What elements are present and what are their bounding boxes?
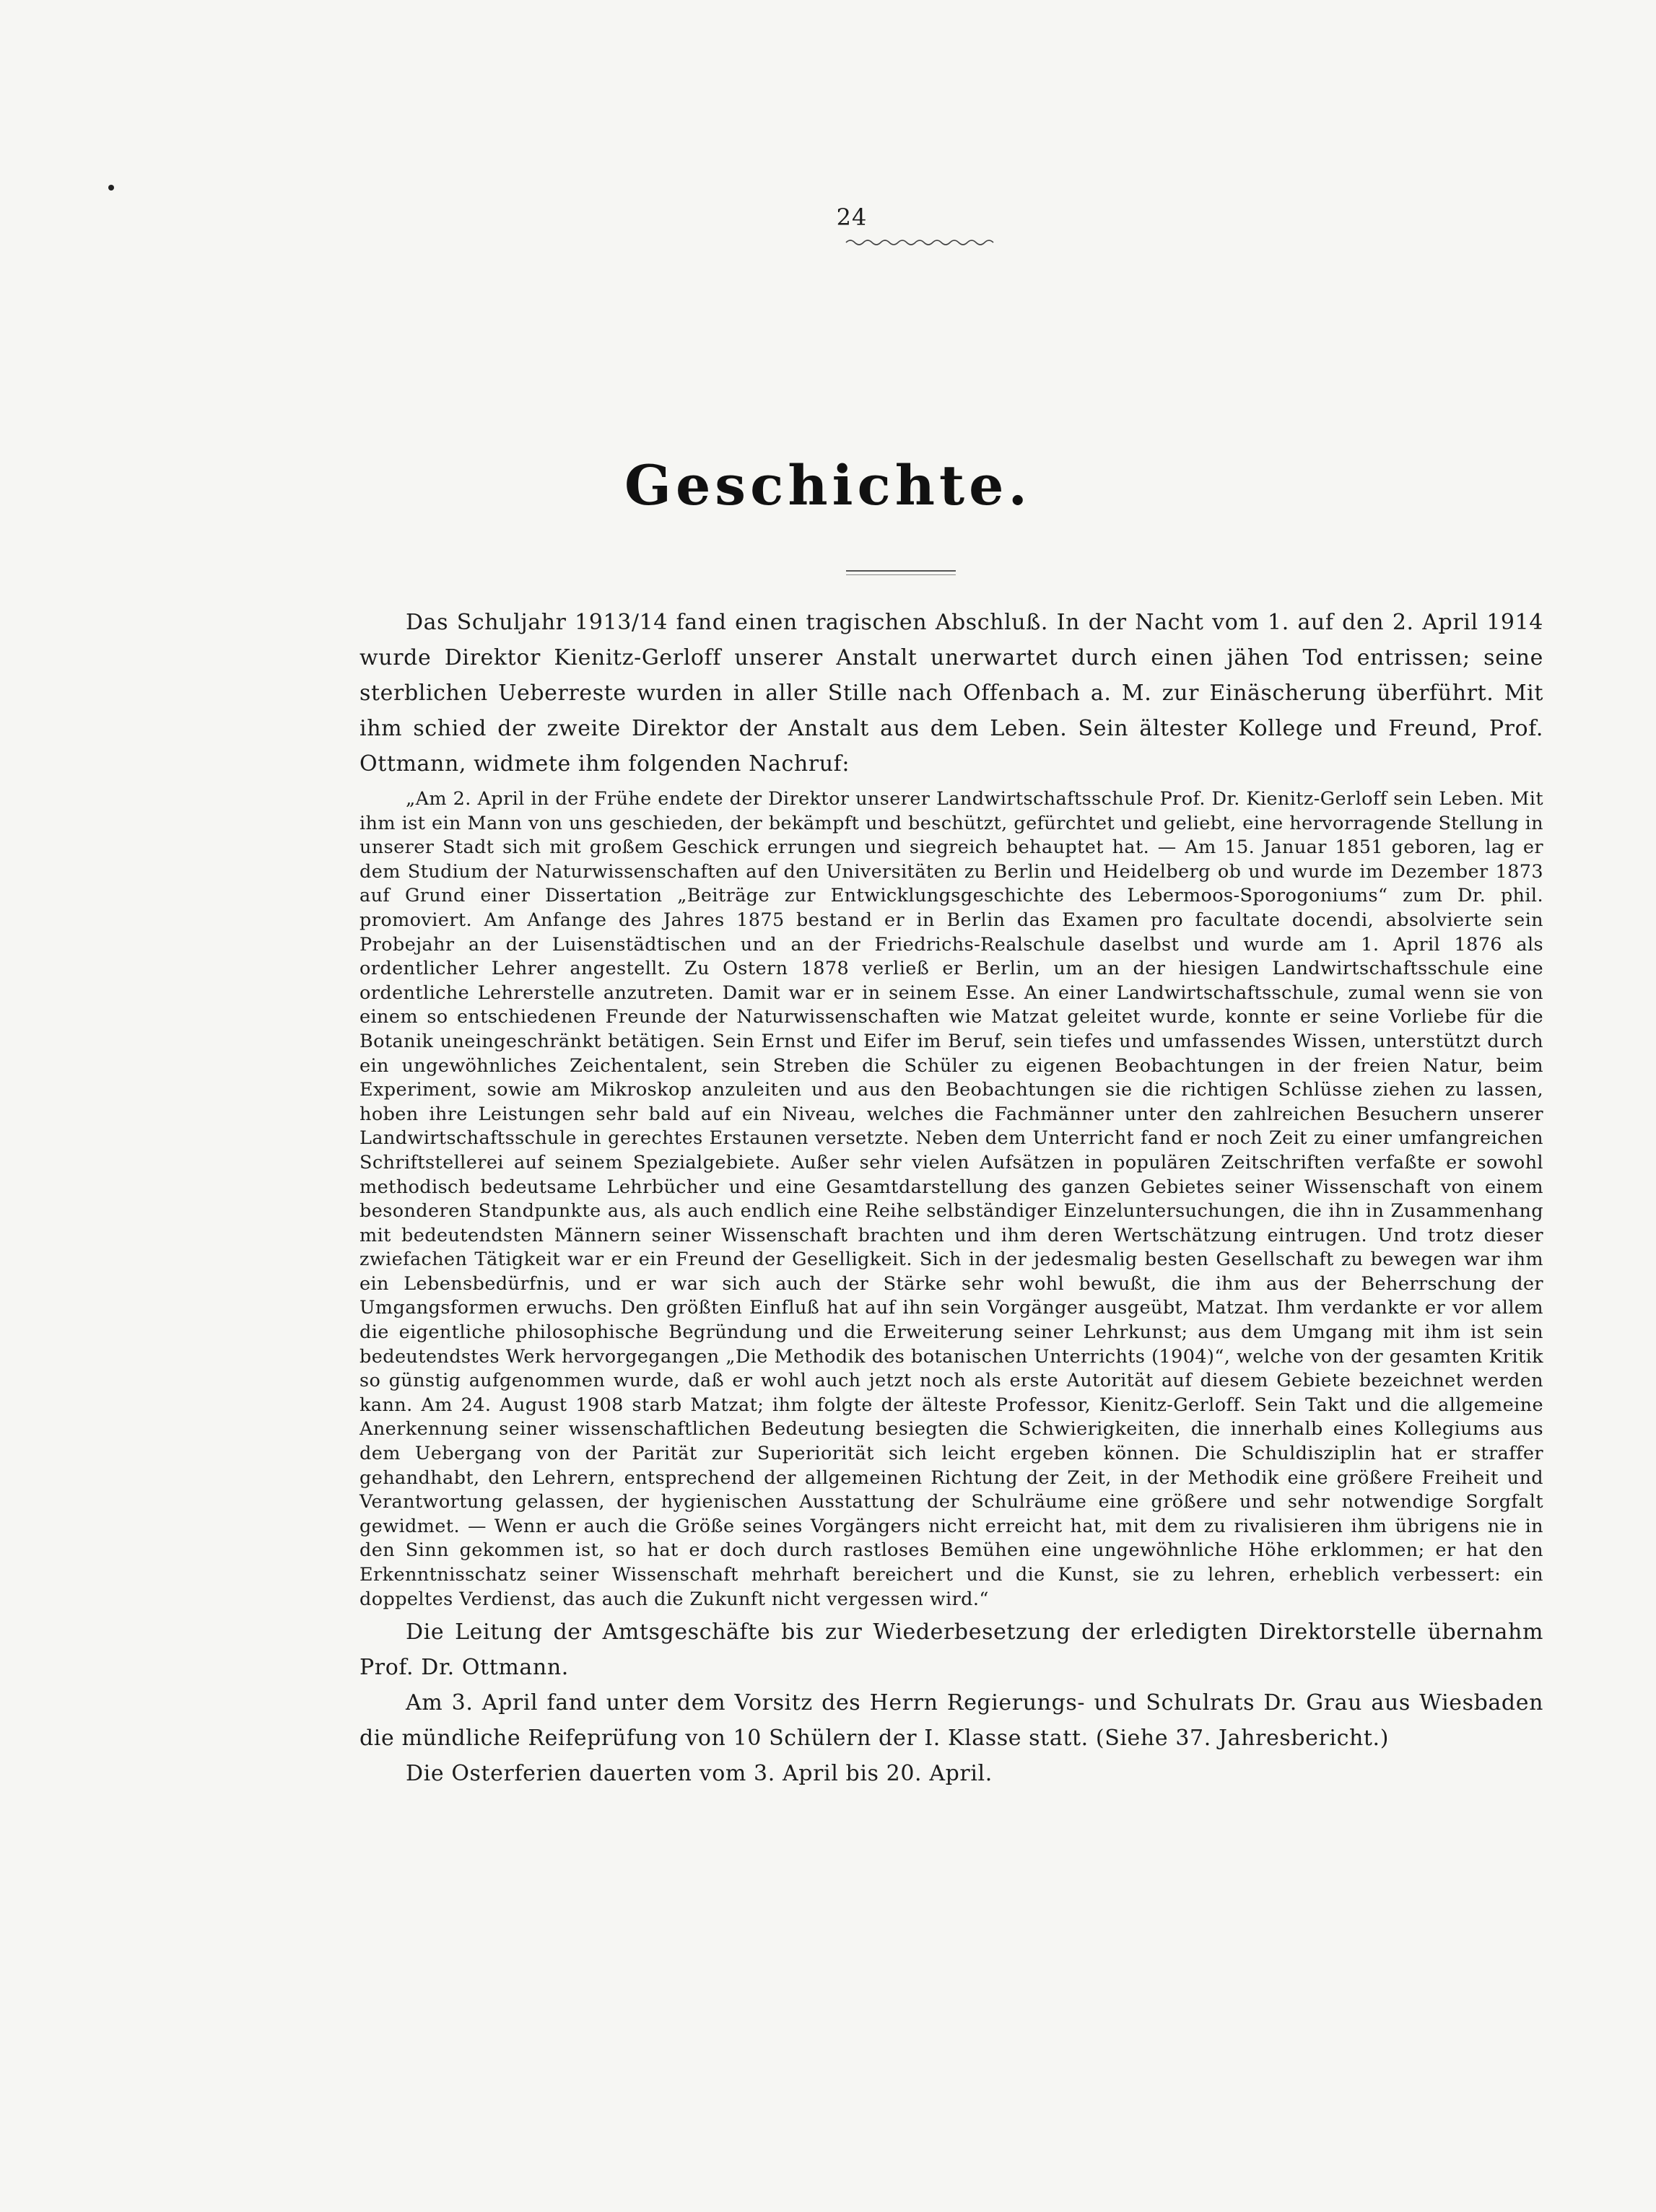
body-text	[359, 605, 1543, 1791]
ink-speck	[108, 185, 114, 191]
ferien-paragraph: Die Osterferien dauerten vom 3. April bis 20. April.	[406, 1761, 993, 1787]
obituary-quote	[359, 787, 1543, 1612]
title-rule	[846, 570, 956, 572]
pruefung-paragraph: Am 3. April fand unter dem Vorsitz des Herrn Regierungs- und Schulrats Dr. Grau aus Wiesbaden die mündliche Reifeprüfung von 10 Schülern der I. Klasse statt. (Siehe 37. Jahresbericht.)	[359, 1690, 1543, 1752]
page-number: 24	[836, 204, 868, 231]
leitung-paragraph: Die Leitung der Amtsgeschäfte bis zur Wiederbesetzung der erledigten Direktorstelle übernahm Prof. Dr. Ottmann.	[359, 1619, 1543, 1681]
obituary-paragraph: „Am 2. April in der Frühe endete der Direktor unserer Landwirtschaftsschule Prof. Dr. Kienitz-Gerloff sein Leben. Mit ihm ist ein Mann von uns geschieden, der bekämpft und beschützt, gefürchtet und geliebt, eine hervorragende Stellung in unserer Stadt sich mit großem Geschick errungen und siegreich behauptet hat. — Am 15. Januar 1851 geboren, lag er dem Studium der Naturwissenschaften auf den Universitäten zu Berlin und Heidelberg ob und wurde im Dezember 1873 auf Grund einer Dissertation „Beiträge zur Entwicklungsgeschichte des Lebermoos-Sporogoniums“ zum Dr. phil. promoviert. Am Anfange des Jahres 1875 bestand er in Berlin das Examen pro facultate docendi, absolvierte sein Probejahr an der Luisenstädtischen und an der Friedrichs-Realschule daselbst und wurde am 1. April 1876 als ordentlicher Lehrer angestellt. Zu Ostern 1878 verließ er Berlin, um an der hiesigen Landwirtschaftsschule eine ordentliche Lehrerstelle anzutreten. Damit war er in seinem Esse. An einer Landwirtschaftsschule, zumal wenn sie von einem so entschiedenen Freunde der Naturwissenschaften wie Matzat geleitet wurde, konnte er seine Vorliebe für die Botanik uneingeschränkt betätigen. Sein Ernst und Eifer im Beruf, sein tiefes und umfassendes Wissen, unterstützt durch ein ungewöhnliches Zeichentalent, sein Streben die Schüler zu eigenen Beobachtungen in der freien Natur, beim Experiment, sowie am Mikroskop anzuleiten und aus den Beobachtungen sie die richtigen Schlüsse ziehen zu lassen, hoben ihre Leistungen sehr bald auf ein Niveau, welches die Fachmänner unter den zahlreichen Besuchern unserer Landwirtschaftsschule in gerechtes Erstaunen versetzte. Neben dem Unterricht fand er noch Zeit zu einer umfangreichen Schriftstellerei auf seinem Spezialgebiete. Außer sehr vielen Aufsätzen in populären Zeitschriften verfaßte er sowohl methodisch bedeutsame Lehrbücher und eine Gesamtdarstellung des ganzen Gebietes seiner Wissenschaft von einem besonderen Standpunkte aus, als auch endlich eine Reihe selbständiger Einzeluntersuchungen, die ihn in Zusammenhang mit bedeutendsten Männern seiner Wissenschaft brachten und ihm deren Wertschätzung eintrugen. Und trotz dieser zwiefachen Tätigkeit war er ein Freund der Geselligkeit. Sich in der jedesmalig besten Gesellschaft zu bewegen war ihm ein Lebensbedürfnis, und er war sich auch der Stärke sehr wohl bewußt, die ihm aus der Beherrschung der Umgangsformen erwuchs. Den größten Einfluß hat auf ihn sein Vorgänger ausgeübt, Matzat. Ihm verdankte er vor allem die eigentliche philosophische Begründung und die Erweiterung seiner Lehrkunst; aus dem Umgang mit ihm ist sein bedeutendstes Werk hervorgegangen „Die Methodik des botanischen Unterrichts (1904)“, welche von der gesamten Kritik so günstig aufgenommen wurde, daß er wohl auch jetzt noch als erste Autorität auf diesem Gebiete bezeichnet werden kann. Am 24. August 1908 starb Matzat; ihm folgte der älteste Professor, Kienitz-Gerloff. Sein Takt und die allgemeine Anerkennung seiner wissenschaftlichen Bedeutung besiegten die Schwierigkeiten, die innerhalb eines Kollegiums aus dem Uebergang von der Parität zur Superiorität sich leicht ergeben können. Die Schuldisziplin hat er straffer gehandhabt, den Lehrern, entsprechend der allgemeinen Richtung der Zeit, in der Methodik eine größere Freiheit und Verantwortung gelassen, der hygienischen Ausstattung der Schulräume eine größere und sehr notwendige Sorgfalt gewidmet. — Wenn er auch die Größe seines Vorgängers nicht erreicht hat, mit dem zu rivalisieren ihm übrigens nie in den Sinn gekommen ist, so hat er doch durch rastloses Bemühen eine ungewöhnliche Höhe erklommen; er hat den Erkenntnisschatz seiner Wissenschaft mehrhaft bereichert und die Kunst, sie zu lehren, erheblich verbessert: ein doppeltes Verdienst, das auch die Zukunft nicht vergessen wird.“	[359, 788, 1543, 1610]
page-number-ornament	[845, 237, 1003, 247]
page-title: Geschichte.	[624, 453, 1032, 517]
intro-paragraph: Das Schuljahr 1913/14 fand einen tragischen Abschluß. In der Nacht vom 1. auf den 2. April 1914 wurde Direktor Kienitz-Gerloff unserer Anstalt unerwartet durch einen jähen Tod entrissen; seine sterblichen Ueberreste wurden in aller Stille nach Offenbach a. M. zur Einäscherung überführt. Mit ihm schied der zweite Direktor der Anstalt aus dem Leben. Sein ältester Kollege und Freund, Prof. Ottmann, widmete ihm folgenden Nachruf:	[359, 610, 1543, 777]
title-rule-thin	[846, 574, 956, 575]
